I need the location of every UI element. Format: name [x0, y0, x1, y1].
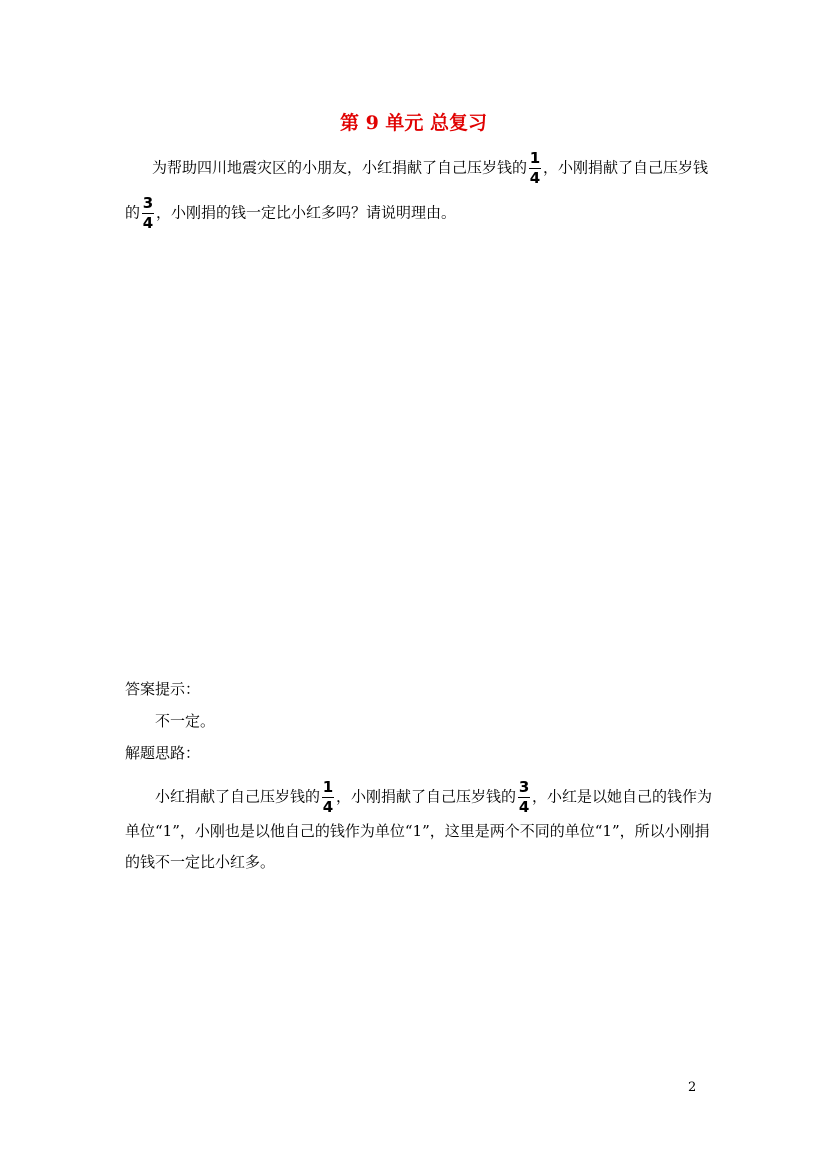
fraction-three-quarters [518, 779, 530, 816]
fraction-one-quarter [322, 779, 334, 816]
page-title: 第 9 单元 总复习 [339, 112, 488, 134]
question-line-1 [152, 150, 708, 187]
fraction-denominator: 4 [529, 169, 541, 187]
fraction-numerator: 3 [518, 778, 530, 796]
analysis-line-3: 的钱不一定比小红多。 [125, 853, 276, 871]
fraction-numerator: 1 [529, 149, 541, 167]
page-number: 2 [688, 1080, 697, 1095]
analysis-text-3: ，小红是以她自己的钱作为 [532, 787, 713, 806]
analysis-text-2: ，小刚捐献了自己压岁钱的 [336, 787, 517, 806]
answer-text: 不一定。 [155, 712, 216, 730]
question-text-4: ，小刚捐的钱一定比小红多吗？请说明理由。 [156, 203, 457, 222]
question-text-1: 为帮助四川地震灾区的小朋友，小红捐献了自己压岁钱的 [152, 158, 528, 177]
question-text-3: 的 [125, 203, 141, 222]
analysis-text-1: 小红捐献了自己压岁钱的 [155, 787, 321, 806]
fraction-denominator: 4 [518, 798, 530, 816]
analysis-line-2: 单位“1”，小刚也是以他自己的钱作为单位“1”，这里是两个不同的单位“1”，所以小刚捐 [125, 822, 710, 840]
fraction-numerator: 3 [142, 194, 154, 212]
fraction-three-quarters [142, 195, 154, 232]
analysis-line-1 [155, 779, 712, 816]
fraction-one-quarter [529, 150, 541, 187]
fraction-denominator: 4 [142, 214, 154, 232]
question-line-2 [125, 195, 456, 232]
analysis-heading: 解题思路： [125, 744, 201, 762]
question-text-2: ，小刚捐献了自己压岁钱 [543, 158, 709, 177]
fraction-numerator: 1 [322, 778, 334, 796]
fraction-denominator: 4 [322, 798, 334, 816]
answer-heading: 答案提示： [125, 680, 201, 698]
